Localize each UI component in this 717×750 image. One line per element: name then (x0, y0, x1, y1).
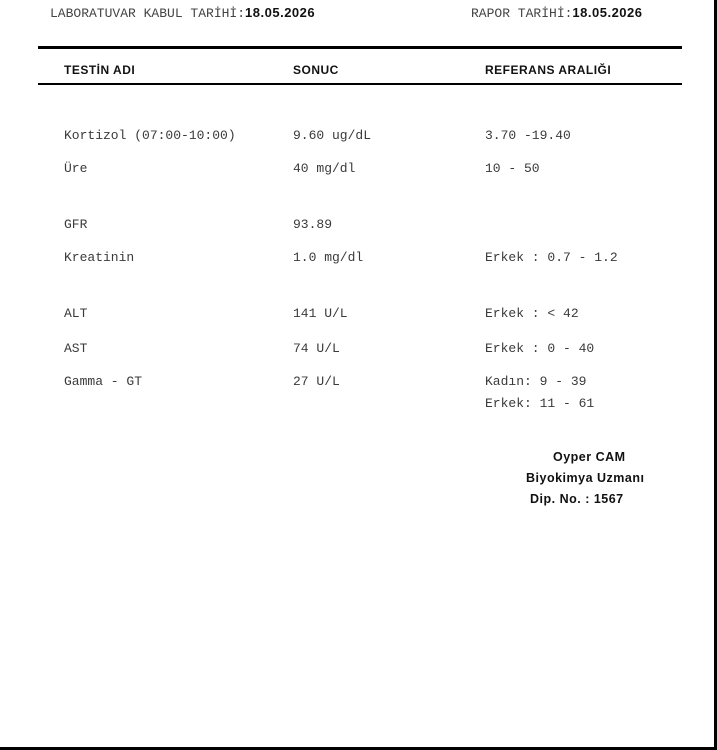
report-date-label: RAPOR TARİHİ: (471, 6, 573, 21)
test-reference: Erkek : < 42 (485, 306, 579, 321)
test-reference: Kadın: 9 - 39 (485, 374, 587, 389)
test-name: Üre (64, 161, 88, 176)
test-name: AST (64, 341, 88, 356)
lab-acceptance-date (50, 5, 315, 21)
signature-title: Biyokimya Uzmanı (526, 471, 645, 485)
test-reference: 3.70 -19.40 (485, 128, 571, 143)
test-name: Gamma - GT (64, 374, 143, 389)
column-header-test: TESTİN ADI (64, 63, 136, 77)
test-result: 74 U/L (293, 341, 340, 356)
column-header-reference: REFERANS ARALIĞI (485, 63, 612, 77)
test-name: ALT (64, 306, 88, 321)
test-name: Kreatinin (64, 250, 135, 265)
test-result: 93.89 (293, 217, 333, 232)
table-top-rule (38, 46, 682, 49)
test-result: 27 U/L (293, 374, 340, 389)
test-result: 40 mg/dl (293, 161, 356, 176)
report-date (471, 5, 643, 21)
lab-acceptance-value: 18.05.2026 (245, 5, 316, 20)
signature-name: Oyper CAM (553, 450, 626, 464)
test-reference-line-2: Erkek: 11 - 61 (485, 396, 595, 411)
test-result: 1.0 mg/dl (293, 250, 364, 265)
test-reference: Erkek : 0.7 - 1.2 (485, 250, 618, 265)
signature-diploma: Dip. No. : 1567 (530, 492, 624, 506)
test-result: 141 U/L (293, 306, 348, 321)
column-header-result: SONUC (293, 63, 339, 77)
test-result: 9.60 ug/dL (293, 128, 372, 143)
test-name: GFR (64, 217, 88, 232)
test-reference: Erkek : 0 - 40 (485, 341, 595, 356)
test-name: Kortizol (07:00-10:00) (64, 128, 236, 143)
report-date-value: 18.05.2026 (572, 5, 643, 20)
lab-acceptance-label: LABORATUVAR KABUL TARİHİ: (50, 6, 246, 21)
test-reference: 10 - 50 (485, 161, 540, 176)
table-header-rule (38, 83, 682, 85)
